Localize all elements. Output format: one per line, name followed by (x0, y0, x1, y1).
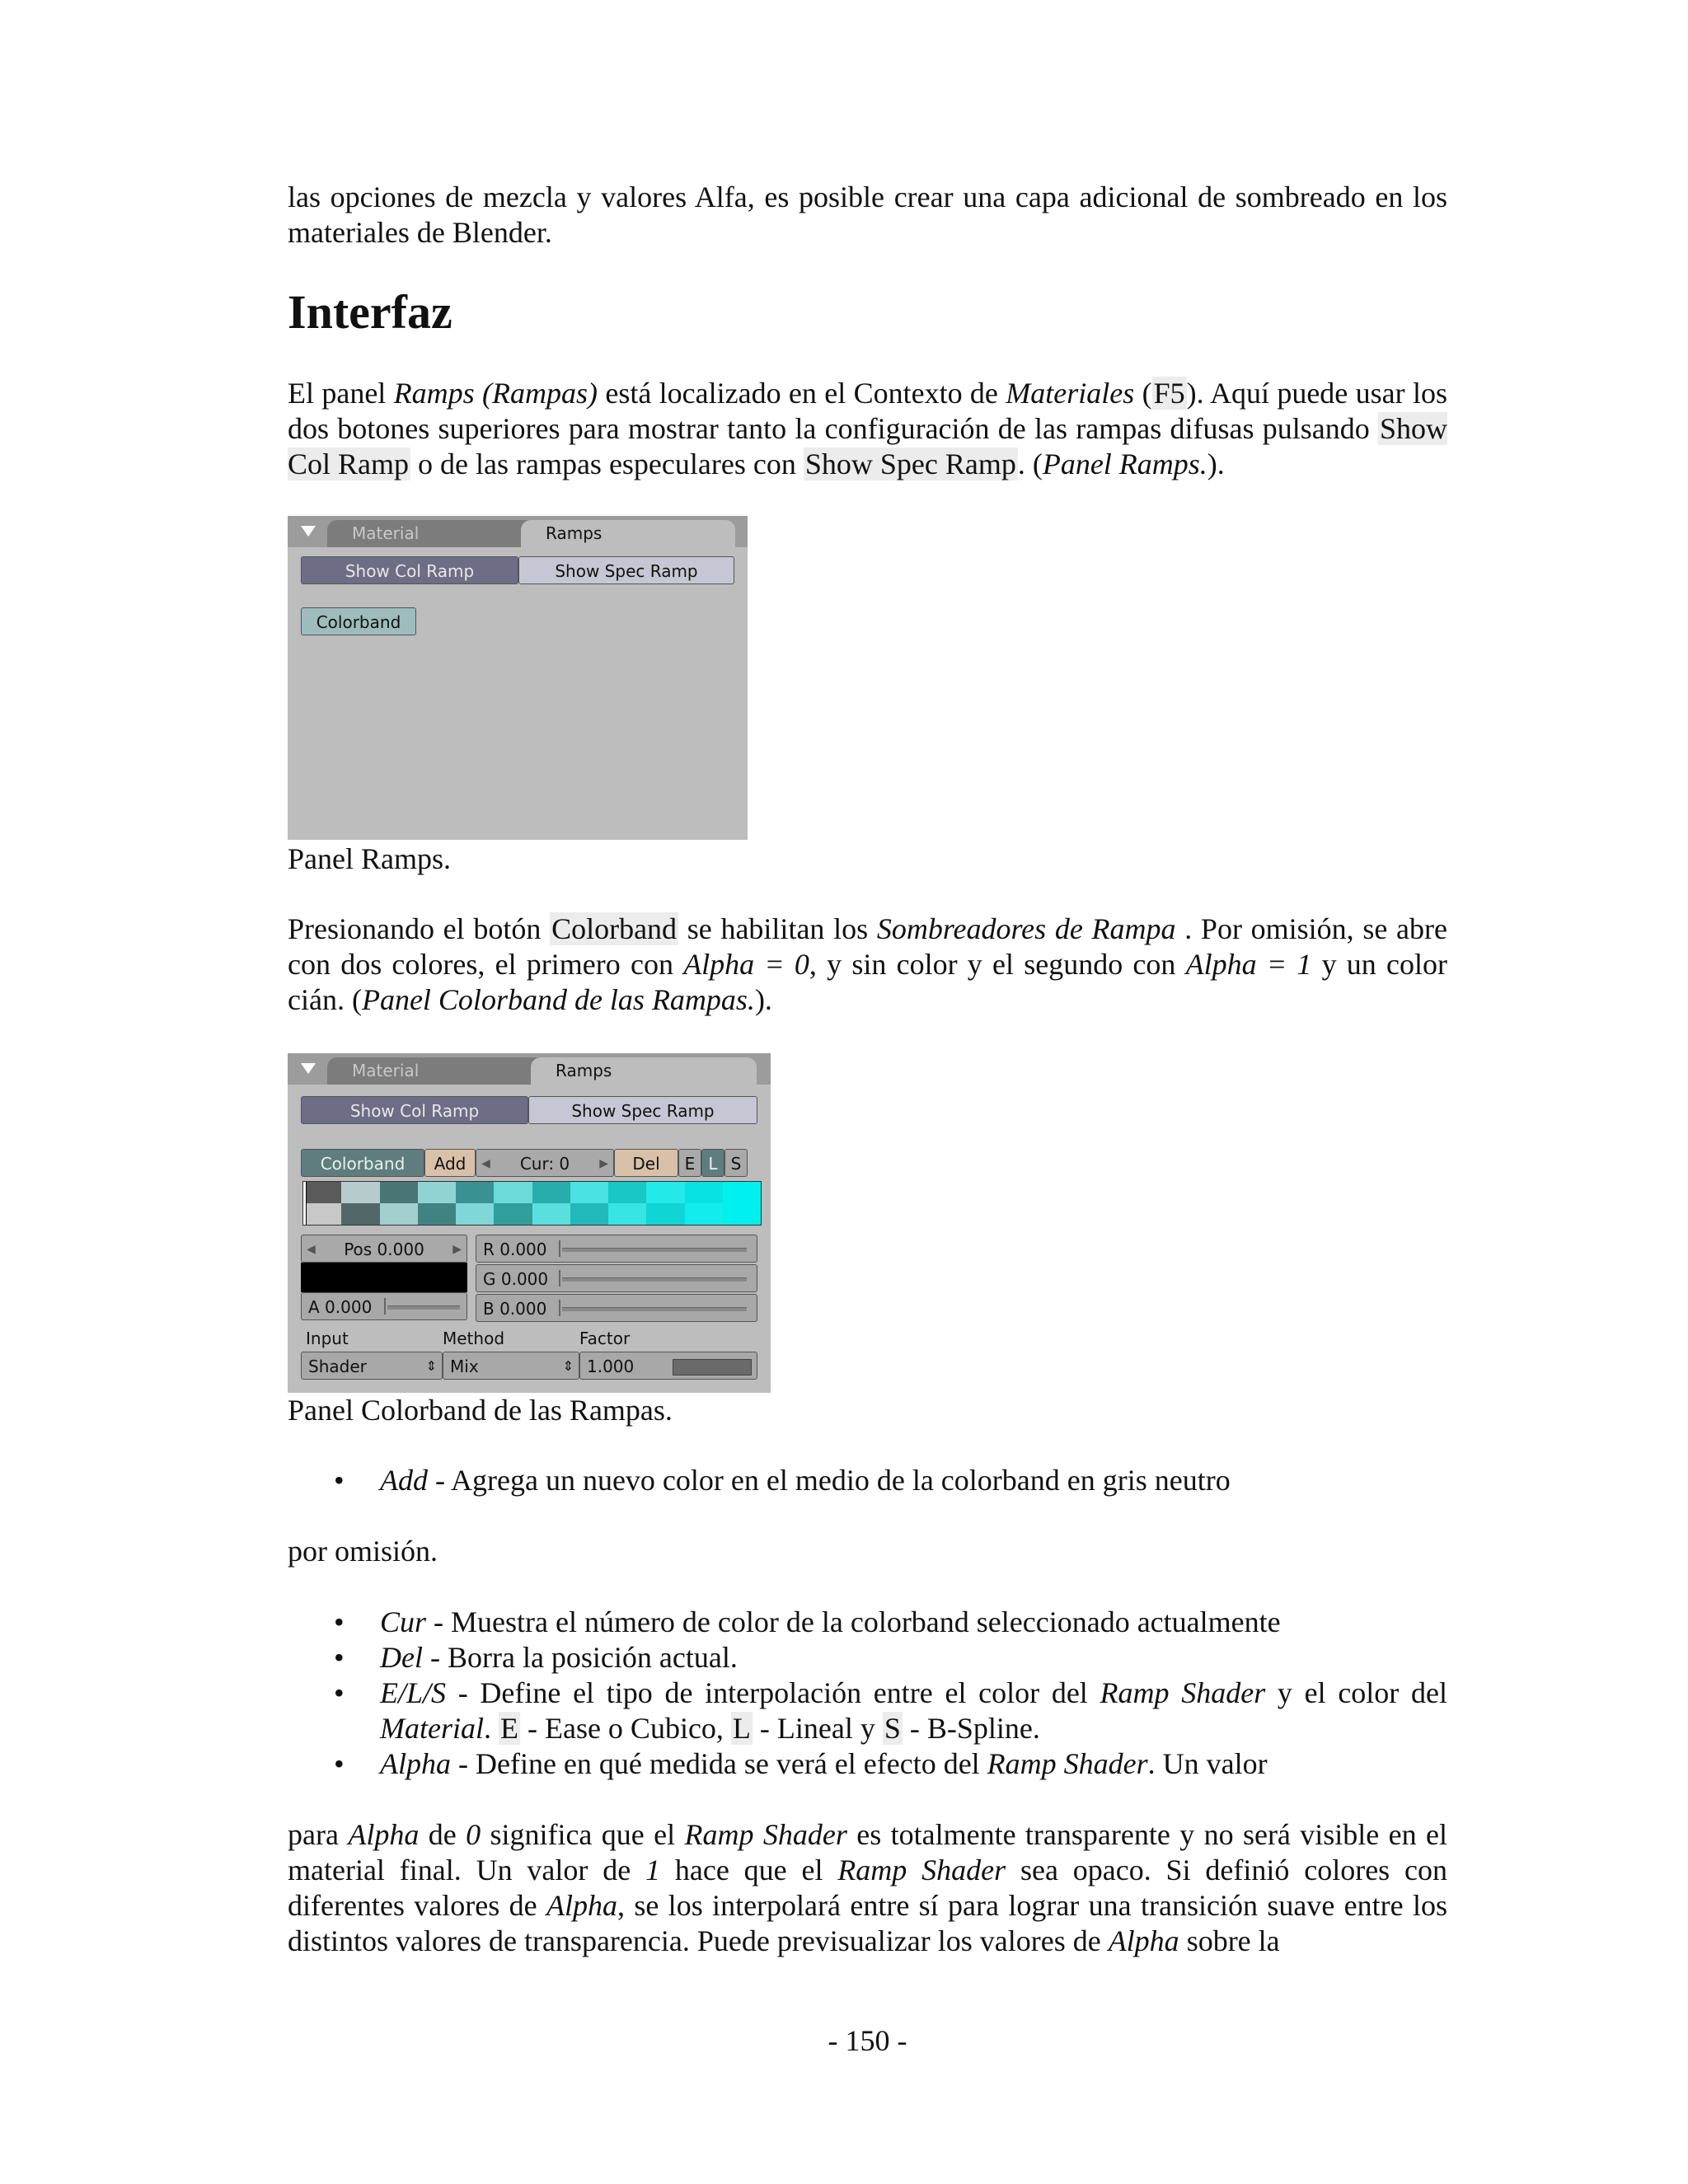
g-value: G 0.000 (483, 1269, 549, 1289)
caption-panel-ramps: Panel Ramps. (288, 842, 451, 875)
ramps-panel-screenshot (288, 516, 748, 840)
key-s: S (884, 1712, 901, 1745)
tab-material[interactable]: Material (327, 520, 591, 547)
g-slider[interactable] (476, 1264, 757, 1292)
slider-handle[interactable] (559, 1300, 560, 1316)
colorband-marker[interactable] (303, 1182, 307, 1225)
paragraph-ramps-panel: El panel Ramps (Rampas) está localizado en el Contexto de Materiales (F5). Aquí puede usar los dos botones superiores para mostrar tanto la configuración de las rampas difusas pulsando Show Col Ramp o de las rampas especulares con Show Spec Ramp. (Panel Ramps.). (288, 377, 1447, 480)
panel-tabbar (288, 1053, 771, 1085)
interp-s-button[interactable]: S (724, 1149, 748, 1177)
colorband-cell (494, 1203, 532, 1225)
cur-number-field[interactable] (476, 1149, 614, 1177)
collapse-triangle-icon[interactable] (301, 1063, 316, 1074)
method-select[interactable] (443, 1352, 579, 1380)
paragraph-por-omision: por omisión. (288, 1535, 438, 1568)
list-item: • Cur - Muestra el número de color de la colorband seleccionado actualmente (288, 1605, 1447, 1640)
alpha-slider[interactable] (301, 1292, 467, 1320)
pos-number-field[interactable] (301, 1235, 467, 1263)
show-col-ramp-button[interactable]: Show Col Ramp (301, 556, 518, 584)
colorband-cell (570, 1203, 609, 1225)
bullet-list-add (288, 1463, 1447, 1498)
colorband-cell (723, 1182, 762, 1203)
method-label: Method (443, 1329, 505, 1348)
bullet-list-options (288, 1605, 1447, 1782)
colorband-cell (303, 1182, 342, 1203)
tab-material[interactable]: Material (327, 1057, 599, 1085)
add-button[interactable]: Add (424, 1149, 476, 1177)
colorband-cell (685, 1182, 724, 1203)
decrement-arrow-icon[interactable]: ◀ (307, 1243, 316, 1256)
list-item: • Alpha - Define en qué medida se verá el efecto del Ramp Shader. Un valor (288, 1746, 1447, 1782)
key-colorband: Colorband (551, 912, 678, 945)
b-value: B 0.000 (483, 1299, 547, 1319)
cur-value: Cur: 0 (519, 1154, 570, 1174)
paragraph-alpha: para Alpha de 0 significa que el Ramp Shader es totalmente transparente y no será visible en el material final. Un valor de 1 hace que el Ramp Shader sea opaco. Si definió colores con diferentes valores de Alpha, se los interpolará entre sí para lograr una transición suave entre los distintos valores de transparencia. Puede previsualizar los valores de Alpha sobre la (288, 1818, 1447, 1957)
slider-track (387, 1305, 460, 1310)
b-slider[interactable] (476, 1294, 757, 1322)
page-number: - 150 - (828, 2024, 907, 2057)
colorband-cell (646, 1182, 685, 1203)
pos-value: Pos 0.000 (344, 1240, 424, 1259)
r-value: R 0.000 (483, 1240, 547, 1259)
increment-arrow-icon[interactable]: ▶ (599, 1157, 608, 1170)
collapse-triangle-icon[interactable] (301, 526, 316, 537)
colorband-cell (456, 1203, 495, 1225)
key-show-col-ramp: Show Col Ramp (288, 412, 1447, 480)
interp-e-button[interactable]: E (678, 1149, 701, 1177)
show-spec-ramp-button[interactable]: Show Spec Ramp (518, 556, 734, 584)
colorband-toggle-button[interactable]: Colorband (301, 1149, 424, 1177)
colorband-cell (532, 1203, 571, 1225)
input-select[interactable] (301, 1352, 443, 1380)
colorband-cell (456, 1182, 495, 1203)
show-spec-ramp-button[interactable]: Show Spec Ramp (528, 1096, 757, 1124)
colorband-cell (418, 1203, 457, 1225)
list-item: • Del - Borra la posición actual. (288, 1640, 1447, 1675)
paragraph-intro: las opciones de mezcla y valores Alfa, es posible crear una capa adicional de sombreado en los materiales de Blender. (288, 180, 1447, 249)
colorband-panel-screenshot (288, 1053, 771, 1393)
key-e: E (499, 1712, 518, 1745)
colorband-cell (303, 1203, 342, 1225)
caption-panel-colorband: Panel Colorband de las Rampas. (288, 1394, 673, 1427)
tab-ramps[interactable]: Ramps (531, 1057, 757, 1085)
colorband-cell (380, 1182, 419, 1203)
factor-label: Factor (579, 1329, 631, 1348)
color-swatch[interactable] (301, 1263, 467, 1292)
factor-value: 1.000 (587, 1357, 635, 1376)
interp-l-button[interactable]: L (701, 1149, 724, 1177)
key-f5: F5 (1153, 377, 1185, 410)
factor-fill (673, 1359, 752, 1376)
updown-arrows-icon: ⇕ (562, 1358, 574, 1374)
slider-handle[interactable] (384, 1298, 386, 1315)
increment-arrow-icon[interactable]: ▶ (452, 1243, 462, 1256)
colorband-cell (608, 1182, 647, 1203)
slider-handle[interactable] (559, 1240, 560, 1257)
input-value: Shader (308, 1357, 367, 1376)
colorband-cell (418, 1182, 457, 1203)
key-show-spec-ramp: Show Spec Ramp (804, 448, 1016, 480)
colorband-cell (380, 1203, 419, 1225)
colorband-cell (685, 1203, 724, 1225)
panel-tabbar (288, 516, 748, 547)
colorband-cell (608, 1203, 647, 1225)
colorband-cell (723, 1203, 762, 1225)
input-label: Input (306, 1329, 349, 1348)
r-slider[interactable] (476, 1235, 757, 1263)
factor-slider[interactable] (579, 1352, 757, 1380)
colorband-cell (341, 1182, 380, 1203)
list-item: • E/L/S - Define el tipo de interpolación entre el color del Ramp Shader y el color del Material. E - Ease o Cubico, L - Lineal y S - B-Spline. (288, 1675, 1447, 1746)
heading-interfaz: Interfaz (288, 285, 452, 339)
show-col-ramp-button[interactable]: Show Col Ramp (301, 1096, 528, 1124)
colorband-cell (570, 1182, 609, 1203)
del-button[interactable]: Del (614, 1149, 678, 1177)
colorband-cell (532, 1182, 571, 1203)
tab-ramps[interactable]: Ramps (521, 520, 735, 547)
colorband-button[interactable]: Colorband (301, 607, 416, 635)
key-l: L (732, 1712, 751, 1745)
colorband-cell (646, 1203, 685, 1225)
alpha-value: A 0.000 (308, 1297, 373, 1317)
colorband-cell (341, 1203, 380, 1225)
decrement-arrow-icon[interactable]: ◀ (481, 1157, 490, 1170)
slider-track (562, 1307, 747, 1311)
slider-handle[interactable] (559, 1270, 560, 1286)
updown-arrows-icon: ⇕ (425, 1358, 437, 1374)
colorband-gradient[interactable] (302, 1181, 762, 1226)
list-item: • Add - Agrega un nuevo color en el medio de la colorband en gris neutro (288, 1463, 1447, 1498)
slider-track (562, 1248, 747, 1252)
slider-track (562, 1277, 747, 1282)
colorband-cell (494, 1182, 532, 1203)
paragraph-colorband: Presionando el botón Colorband se habilitan los Sombreadores de Rampa . Por omisión, se abre con dos colores, el primero con Alpha = 0, y sin color y el segundo con Alpha = 1 y un color cián. (Panel Colorband de las Rampas.). (288, 912, 1448, 1016)
method-value: Mix (450, 1357, 479, 1376)
